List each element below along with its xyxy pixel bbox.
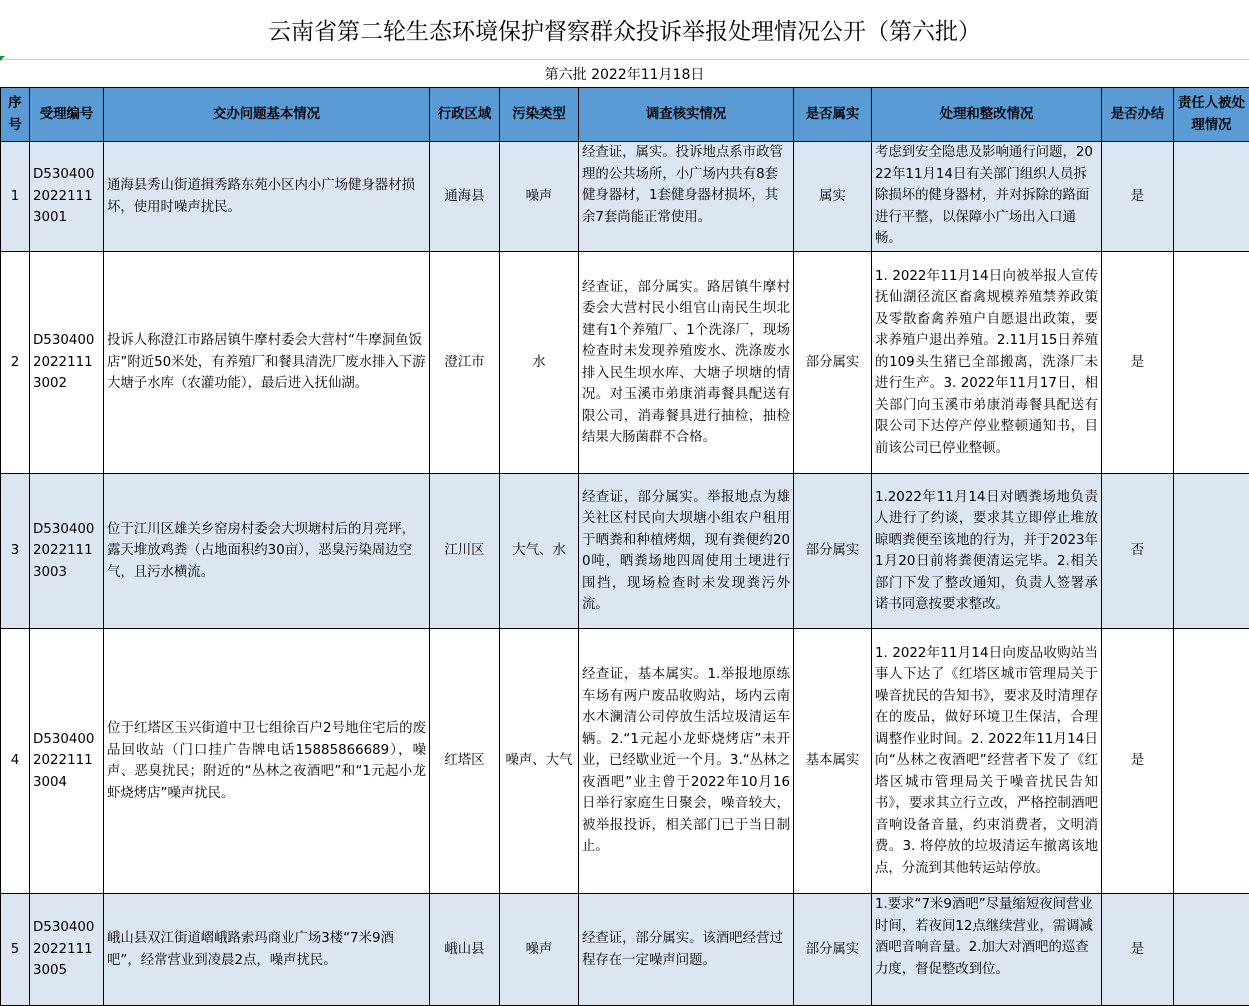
table-row — [1, 474, 1249, 629]
cell-seq: 4 — [1, 629, 30, 894]
cell-investigation: 经查证，基本属实。1.举报地原练车场有两户废品收购站，场内云南水木澜清公司停放生活垃圾清运车辆。2.“1元起小龙虾烧烤店”未开业，已经歇业近一个月。3.“丛林之夜酒吧”业主曾于2022年10月16日举行家庭生日聚会，噪音较大，被举报投诉，相关部门已于当日制止。 — [579, 629, 794, 894]
header-handling: 处理和整改情况 — [872, 88, 1102, 142]
cell-basic: 投诉人称澄江市路居镇牛摩村委会大营村“牛摩洞鱼饭店”附近50米处，有养殖厂和餐具清洗厂废水排入下游大塘子水库（农灌功能），最后进入抚仙湖。 — [104, 252, 430, 474]
header-pollution: 污染类型 — [500, 88, 579, 142]
cell-pollution: 大气、水 — [500, 474, 579, 629]
cell-completed: 是 — [1102, 629, 1174, 894]
cell-handling: 1.要求“7米9酒吧”尽量缩短夜间营业时间，若夜间12点继续营业，需调减酒吧音响音量。2.加大对酒吧的巡查力度，督促整改到位。 — [872, 894, 1102, 1006]
header-verified: 是否属实 — [794, 88, 872, 142]
page-title: 云南省第二轮生态环境保护督察群众投诉举报处理情况公开（第六批） — [0, 0, 1249, 60]
cell-basic: 峨山县双江街道嶍峨路索玛商业广场3楼“7米9酒吧”，经常营业到凌晨2点，噪声扰民。 — [104, 894, 430, 1006]
table-row — [1, 252, 1249, 474]
cell-completed: 是 — [1102, 894, 1174, 1006]
cell-pollution: 噪声、大气 — [500, 629, 579, 894]
cell-accountability — [1174, 629, 1249, 894]
header-accountability: 责任人被处理情况 — [1174, 88, 1249, 142]
cell-accountability — [1174, 252, 1249, 474]
header-code: 受理编号 — [30, 88, 104, 142]
cell-basic: 位于江川区雄关乡窑房村委会大坝塘村后的月亮坪，露天堆放鸡粪（占地面积约30亩），恶臭污染周边空气，且污水横流。 — [104, 474, 430, 629]
cell-investigation: 经查证，部分属实。该酒吧经营过程存在一定噪声问题。 — [579, 894, 794, 1006]
cell-region: 通海县 — [430, 142, 500, 252]
cell-region: 红塔区 — [430, 629, 500, 894]
header-seq: 序号 — [1, 88, 30, 142]
cell-code: D5304002022111 3005 — [30, 894, 104, 1006]
cell-handling: 1. 2022年11月14日向被举报人宣传抚仙湖径流区畜禽规模养殖禁养政策及零散畜禽养殖户自愿退出政策，要求养殖户退出养殖。2.11月15日养殖的109头生猪已全部搬离，洗涤厂未进行生产。3. 2022年11月17日，相关部门向玉溪市弟康消毒餐具配送有限公司下达停产停业整顿通知书，目前该公司已停业整顿。 — [872, 252, 1102, 474]
cell-investigation: 经查证，属实。投诉地点系市政管理的公共场所，小广场内共有8套健身器材，1套健身器材损坏，其余7套尚能正常使用。 — [579, 142, 794, 252]
cell-pollution: 噪声 — [500, 142, 579, 252]
header-basic: 交办问题基本情况 — [104, 88, 430, 142]
cell-pollution: 噪声 — [500, 894, 579, 1006]
cell-handling: 1.2022年11月14日对晒粪场地负责人进行了约谈，要求其立即停止堆放晾晒粪便至该地的行为，并于2023年1月20日前将粪便清运完毕。2.相关部门下发了整改通知，负责人签署承诺书同意按要求整改。 — [872, 474, 1102, 629]
cell-region: 江川区 — [430, 474, 500, 629]
cell-verified: 属实 — [794, 142, 872, 252]
cell-verified: 部分属实 — [794, 474, 872, 629]
cell-seq: 5 — [1, 894, 30, 1006]
cell-handling: 考虑到安全隐患及影响通行问题，2022年11月14日有关部门组织人员拆除损坏的健身器材，并对拆除的路面进行平整，以保障小广场出入口通畅。 — [872, 142, 1102, 252]
table-row — [1, 142, 1249, 252]
complaint-table — [0, 87, 1249, 1006]
cell-accountability — [1174, 142, 1249, 252]
cell-region: 澄江市 — [430, 252, 500, 474]
table-row — [1, 629, 1249, 894]
header-row — [1, 88, 1249, 142]
cell-seq: 3 — [1, 474, 30, 629]
cell-completed: 是 — [1102, 142, 1174, 252]
cell-investigation: 经查证，部分属实。举报地点为雄关社区村民向大坝塘小组农户租用于晒粪和种植烤烟，现有粪便约200吨，晒粪场地四周使用土埂进行围挡，现场检查时未发现粪污外流。 — [579, 474, 794, 629]
cell-code: D5304002022111 3002 — [30, 252, 104, 474]
header-investigation: 调查核实情况 — [579, 88, 794, 142]
cell-basic: 位于红塔区玉兴街道中卫七组徐百户2号地住宅后的废品回收站（门口挂广告牌电话15885866689），噪声、恶臭扰民；附近的“丛林之夜酒吧”和“1元起小龙虾烧烤店”噪声扰民。 — [104, 629, 430, 894]
cell-accountability — [1174, 894, 1249, 1006]
cell-verified: 部分属实 — [794, 252, 872, 474]
cell-verified: 基本属实 — [794, 629, 872, 894]
cell-code: D5304002022111 3004 — [30, 629, 104, 894]
cell-code: D5304002022111 3001 — [30, 142, 104, 252]
header-completed: 是否办结 — [1102, 88, 1174, 142]
cell-investigation: 经查证，部分属实。路居镇牛摩村委会大营村民小组官山南民生坝北建有1个养殖厂、1个洗涤厂，现场检查时未发现养殖废水、洗涤废水排入民生坝水库、大塘子坝塘的情况。对玉溪市弟康消毒餐具配送有限公司，消毒餐具进行抽检，抽检结果大肠菌群不合格。 — [579, 252, 794, 474]
cell-handling: 1. 2022年11月14日向废品收购站当事人下达了《红塔区城市管理局关于噪音扰民的告知书》，要求及时清理存在的废品，做好环境卫生保洁，合理调整作业时间。2. 2022年11月14日向“丛林之夜酒吧”经营者下发了《红塔区城市管理局关于噪音扰民告知书》，要求其立行立改，严格控制酒吧音响设备音量，约束消费者，文明消费。3. 将停放的垃圾清运车撤离该地点，分流到其他转运站停放。 — [872, 629, 1102, 894]
cell-basic: 通海县秀山街道揖秀路东苑小区内小广场健身器材损坏，使用时噪声扰民。 — [104, 142, 430, 252]
header-region: 行政区域 — [430, 88, 500, 142]
cell-seq: 2 — [1, 252, 30, 474]
cell-pollution: 水 — [500, 252, 579, 474]
cell-region: 峨山县 — [430, 894, 500, 1006]
batch-date-subtitle: 第六批 2022年11月18日 — [0, 60, 1249, 87]
cell-seq: 1 — [1, 142, 30, 252]
cell-completed: 是 — [1102, 252, 1174, 474]
cell-code: D5304002022111 3003 — [30, 474, 104, 629]
cell-completed: 否 — [1102, 474, 1174, 629]
cell-verified: 部分属实 — [794, 894, 872, 1006]
table-row — [1, 894, 1249, 1006]
cell-accountability — [1174, 474, 1249, 629]
